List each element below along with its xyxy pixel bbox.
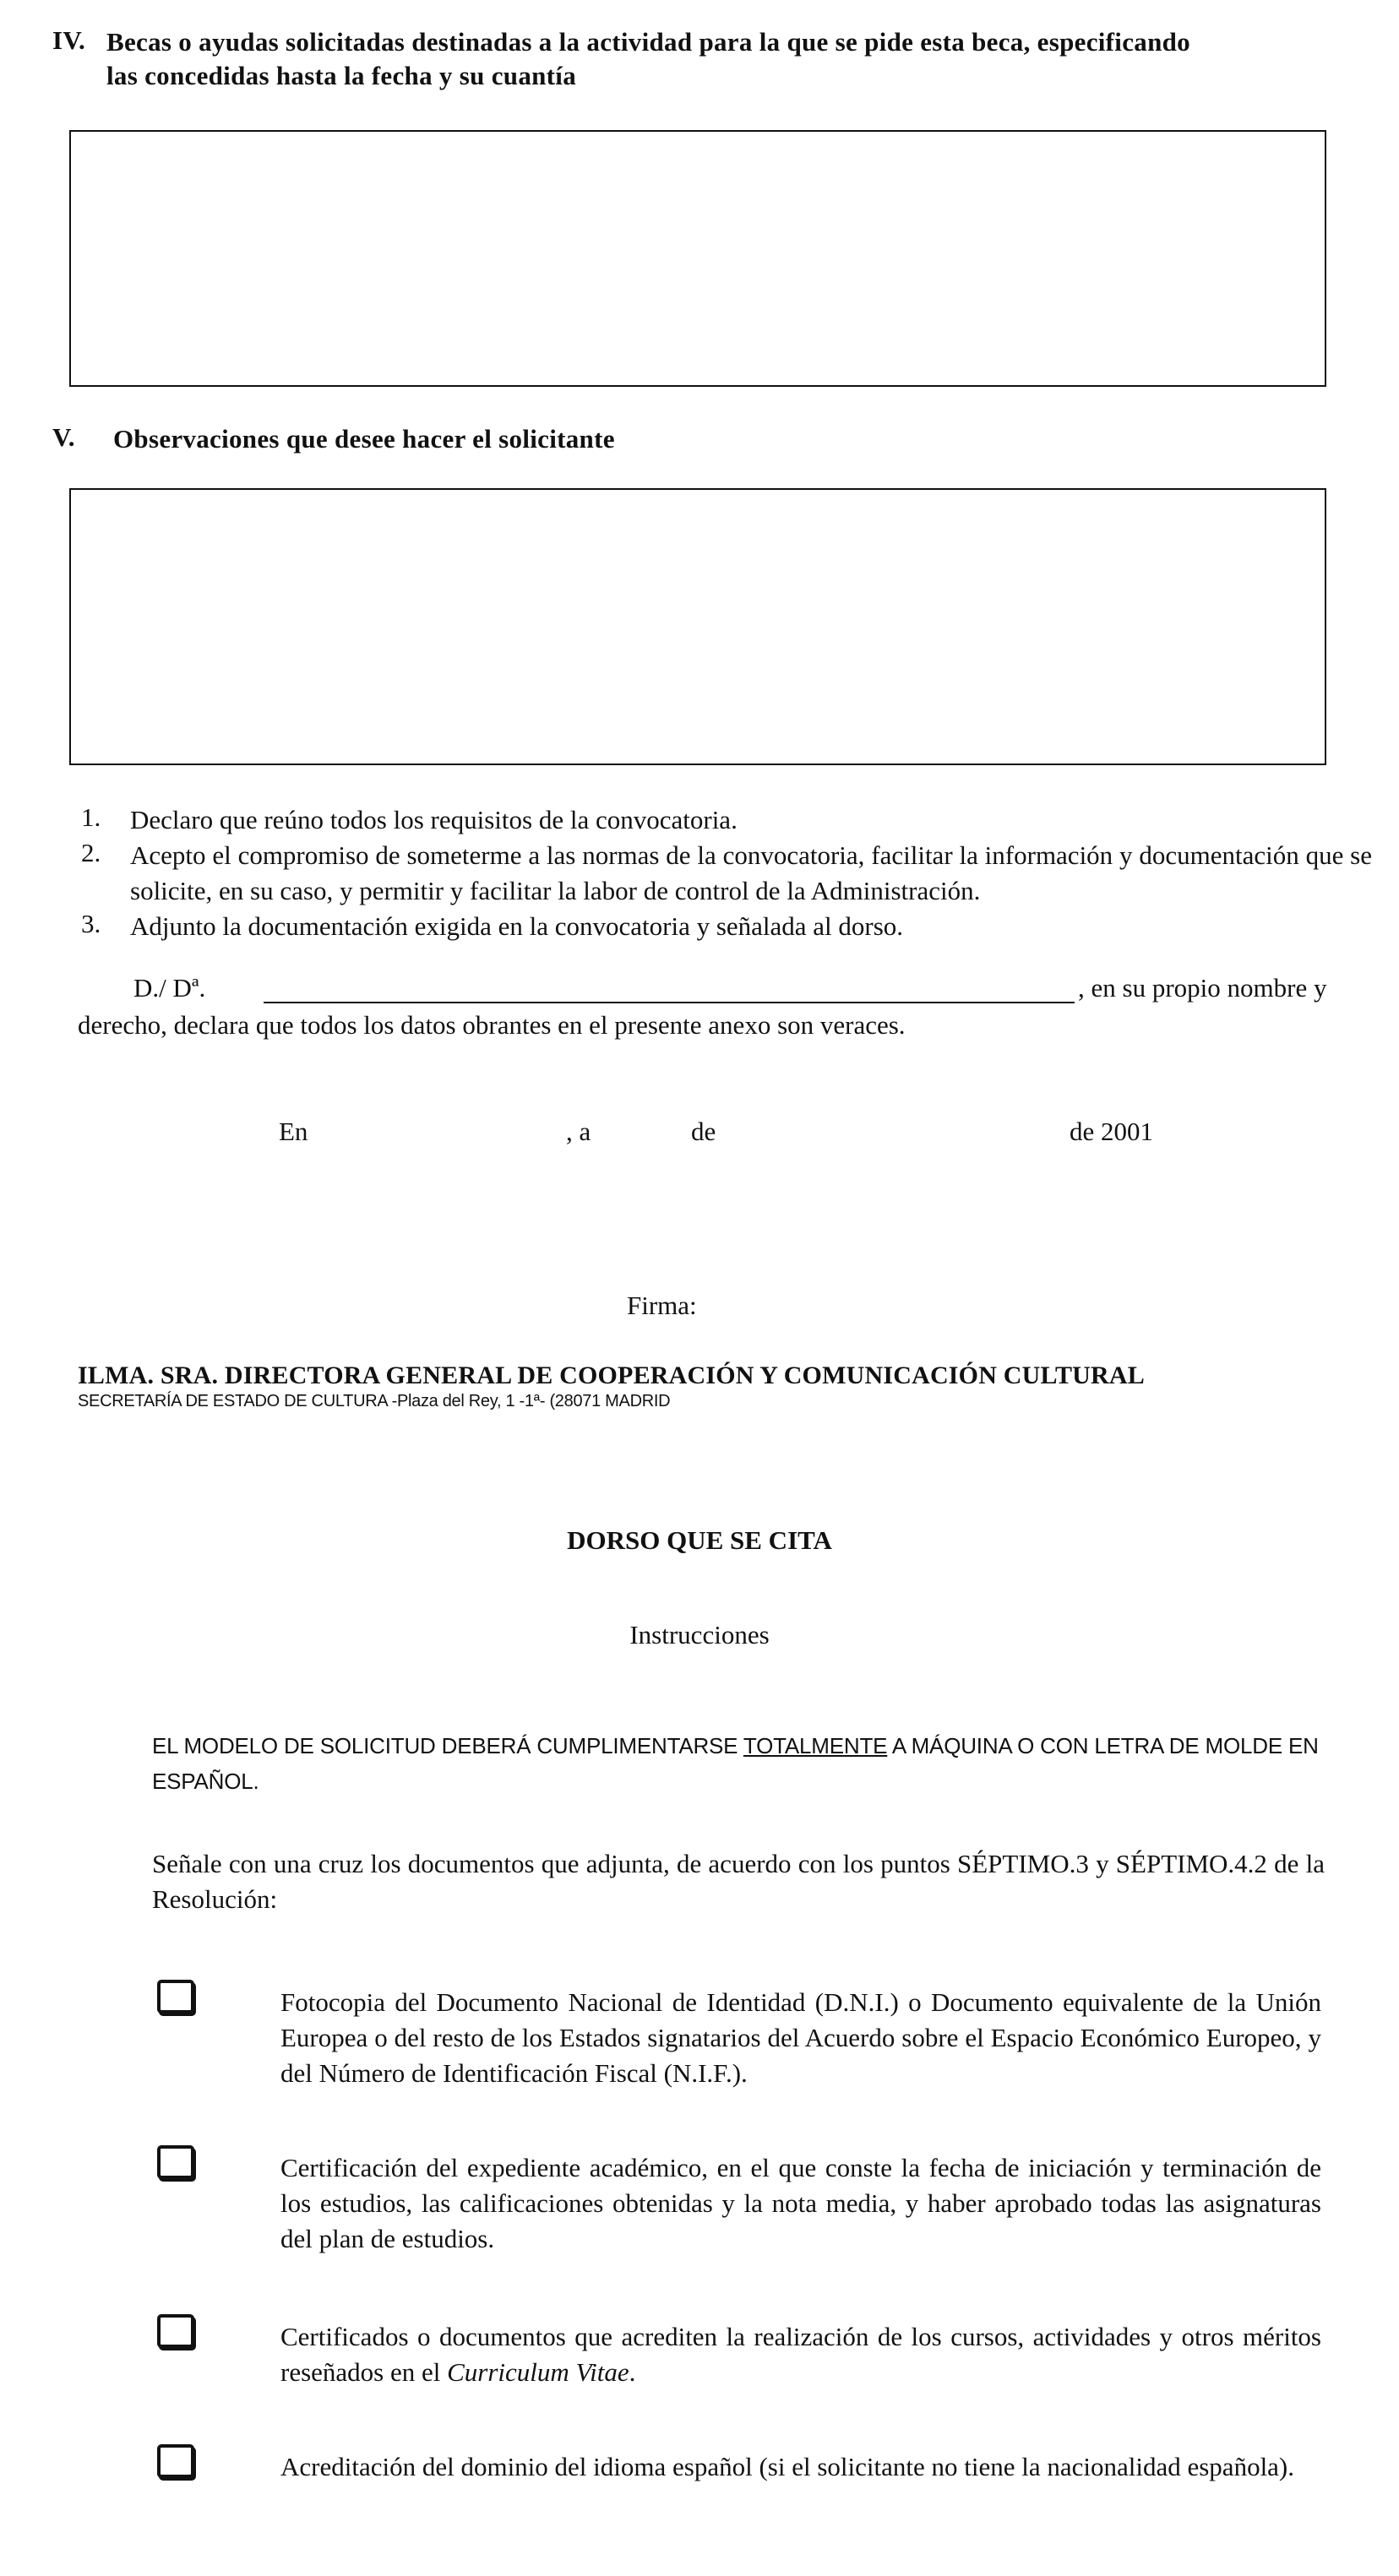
document-3-text-before: Certificados o documentos que acrediten la realización de los cursos, actividades y otros méritos reseñados en el bbox=[280, 2322, 1321, 2387]
year-label: de 2001 bbox=[1070, 1117, 1154, 1146]
document-4-text: Acreditación del dominio del idioma español (si el solicitante no tiene la nacionalidad española). bbox=[280, 2452, 1295, 2481]
instruction-part2: A MÁQUINA O CON LETRA DE MOLDE EN ESPAÑOL. bbox=[152, 1733, 1319, 1794]
declarant-prefix: D./ Dª. bbox=[133, 973, 206, 1003]
place-field[interactable] bbox=[316, 1111, 561, 1149]
section-v-textbox[interactable] bbox=[69, 488, 1326, 765]
document-3-text-after: . bbox=[629, 2357, 636, 2387]
dorso-subheading: Instrucciones bbox=[629, 1620, 770, 1649]
month-field[interactable] bbox=[735, 1111, 1064, 1149]
declaration-3-text: Adjunto la documentación exigida en la convocatoria y señalada al dorso. bbox=[130, 911, 904, 941]
document-1-text: Fotocopia del Documento Nacional de Identidad (D.N.I.) o Documento equivalente de la Unión Europea o del resto de los Estados signatarios del Acuerdo sobre el Espacio Económico Europeo, y del Número de Identificación Fiscal (N.I.F.). bbox=[280, 1987, 1321, 2088]
declaration-3-number: 3. bbox=[81, 909, 101, 938]
document-2-checkbox[interactable] bbox=[157, 2145, 194, 2179]
signature-label: Firma: bbox=[627, 1291, 697, 1320]
section-iv-title-line1: Becas o ayudas solicitadas destinadas a la actividad para la que se pide esta beca, especificando bbox=[106, 27, 1190, 57]
section-iv-number: IV. bbox=[52, 25, 86, 55]
document-3-checkbox[interactable] bbox=[157, 2314, 194, 2348]
declarant-line2: derecho, declara que todos los datos obrantes en el presente anexo son veraces. bbox=[78, 1010, 906, 1040]
section-iv-title bbox=[106, 25, 1357, 93]
section-iv-textbox[interactable] bbox=[69, 130, 1326, 387]
documents-intro: Señale con una cruz los documentos que adjunta, de acuerdo con los puntos SÉPTIMO.3 y SÉPTIMO.4.2 de la Resolución: bbox=[152, 1849, 1325, 1914]
instruction-emphasis: TOTALMENTE bbox=[743, 1733, 888, 1758]
section-v-number: V. bbox=[52, 422, 75, 452]
document-4-checkbox[interactable] bbox=[157, 2444, 194, 2478]
section-v-title: Observaciones que desee hacer el solicitante bbox=[113, 424, 615, 454]
day-field[interactable] bbox=[602, 1111, 686, 1149]
instruction-text bbox=[152, 1728, 1335, 1799]
addressee-address: SECRETARÍA DE ESTADO DE CULTURA -Plaza del Rey, 1 -1ª- (28071 MADRID bbox=[78, 1392, 671, 1410]
declaration-1-number: 1. bbox=[81, 802, 101, 832]
declarant-suffix: , en su propio nombre y bbox=[1078, 973, 1327, 1003]
document-1-checkbox[interactable] bbox=[157, 1980, 194, 2014]
declaration-1-text: Declaro que reúno todos los requisitos de la convocatoria. bbox=[130, 805, 738, 834]
place-label: En bbox=[279, 1117, 308, 1146]
document-3-text-italic: Curriculum Vitae bbox=[447, 2357, 629, 2387]
addressee-title: ILMA. SRA. DIRECTORA GENERAL DE COOPERACIÓN Y COMUNICACIÓN CULTURAL bbox=[78, 1361, 1145, 1389]
document-2-text: Certificación del expediente académico, en el que conste la fecha de iniciación y terminación de los estudios, las calificaciones obtenidas y la nota media, y haber aprobado todas las asignaturas del plan de estudios. bbox=[280, 2153, 1321, 2253]
declaration-2-text: Acepto el compromiso de someterme a las normas de la convocatoria, facilitar la información y documentación que se solicite, en su caso, y permitir y facilitar la labor de control de la Administración. bbox=[130, 840, 1372, 905]
month-label: de bbox=[691, 1117, 716, 1146]
day-label: , a bbox=[566, 1117, 591, 1146]
declaration-2-number: 2. bbox=[81, 838, 101, 867]
instruction-part1: EL MODELO DE SOLICITUD DEBERÁ CUMPLIMENTARSE bbox=[152, 1733, 743, 1758]
document-3-text bbox=[280, 2319, 1321, 2390]
declarant-name-field[interactable] bbox=[264, 1002, 1075, 1003]
dorso-heading: DORSO QUE SE CITA bbox=[567, 1525, 832, 1555]
section-iv-title-line2: las concedidas hasta la fecha y su cuantía bbox=[106, 61, 577, 90]
